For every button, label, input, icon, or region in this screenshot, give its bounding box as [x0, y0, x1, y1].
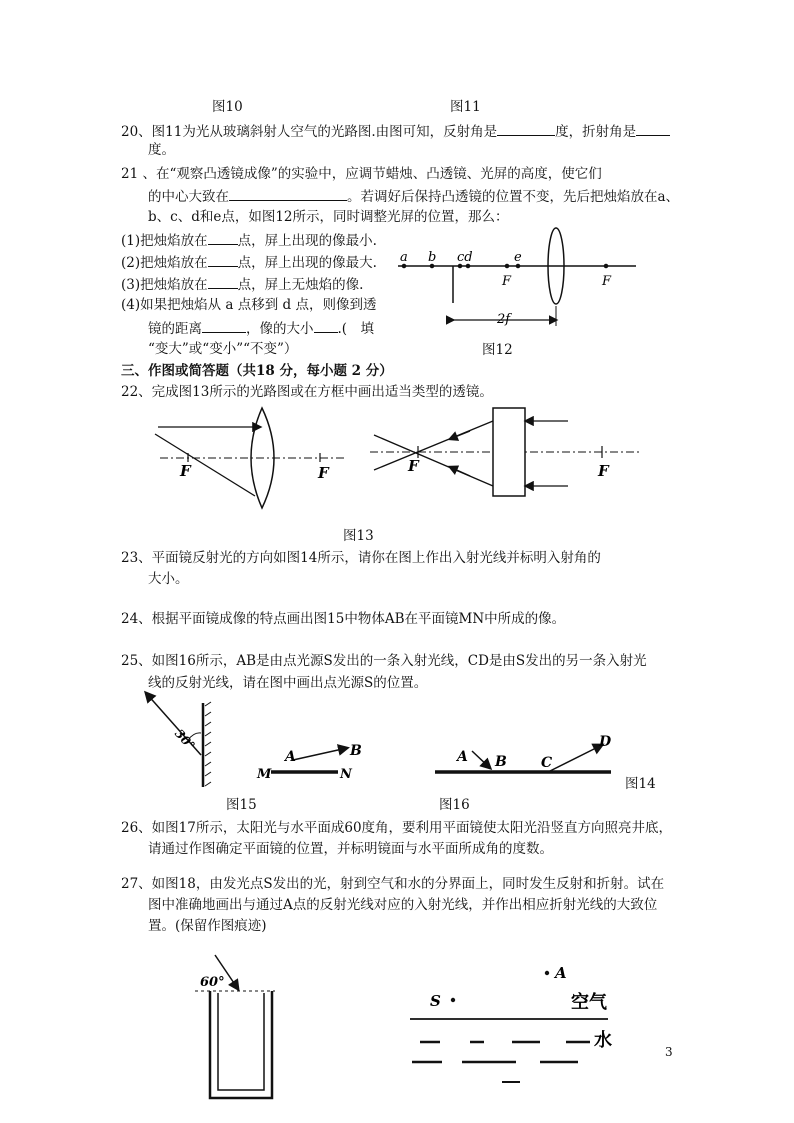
- question-21: 21 、在“观察凸透镜成像”的实验中，应调节蜡烛、凸透镜、光屏的高度，使它们: [121, 166, 602, 182]
- label-F: F: [502, 274, 512, 289]
- label-F: F: [318, 464, 329, 482]
- caption-fig11: 图11: [450, 99, 481, 115]
- label-N: N: [340, 767, 352, 782]
- question-21-line3: b、c、d和e点，如图12所示，同时调整光屏的位置，那么：: [148, 209, 509, 225]
- question-21-sub4: (4)如果把烛焰从 a 点移到 d 点，则像到透: [121, 297, 377, 313]
- figure-13-right: [370, 408, 640, 496]
- question-26-line2: 请通过作图确定平面镜的位置，并标明镜面与水平面所成角的度数。: [148, 841, 553, 857]
- label-B: B: [350, 743, 362, 759]
- label-A: A: [285, 749, 296, 765]
- label-e: e: [514, 250, 522, 265]
- caption-fig16: 图16: [439, 797, 470, 813]
- question-21-sub2: (2)把烛焰放在 点，屏上出现的像最大.: [121, 252, 377, 272]
- question-27: 27、如图18，由发光点S发出的光，射到空气和水的分界面上，同时发生反射和折射。试在: [121, 876, 665, 892]
- label-F: F: [602, 274, 612, 289]
- label-S: S: [430, 992, 441, 1010]
- question-24: 24、根据平面镜成像的特点画出图15中物体AB在平面镜MN中所成的像。: [121, 611, 566, 627]
- question-27-line2: 图中准确地画出与通过A点的反射光线对应的入射光线，并作出相应折射光线的大致位: [148, 897, 658, 913]
- label-B: B: [495, 754, 507, 770]
- question-27-line3: 置。(保留作图痕迹): [148, 918, 267, 934]
- label-M: M: [257, 767, 272, 782]
- label-F: F: [598, 462, 609, 480]
- question-26: 26、如图17所示，太阳光与水平面成60度角，要利用平面镜使太阳光沿竖直方向照亮井底，: [121, 820, 673, 836]
- label-b: b: [428, 250, 437, 265]
- label-cd: cd: [457, 250, 473, 265]
- label-F: F: [408, 457, 419, 475]
- label-2f: 2f: [497, 312, 511, 327]
- figure-12: [398, 228, 636, 326]
- label-C: C: [541, 755, 553, 771]
- label-F: F: [180, 462, 191, 480]
- question-22: 22、完成图13所示的光路图或在方框中画出适当类型的透镜。: [121, 384, 493, 400]
- question-21-sub3: (3)把烛焰放在 点，屏上无烛焰的像.: [121, 274, 363, 294]
- page-number: 3: [665, 1045, 673, 1059]
- point-A: [545, 971, 549, 975]
- figure-13-left: [155, 408, 345, 508]
- question-20: 20、图11为光从玻璃斜射人空气的光路图.由图可知，反射角是 度，折射角是: [121, 121, 670, 141]
- question-21-line2: 的中心大致在 。若调好后保持凸透镜的位置不变，先后把烛焰放在a、: [148, 186, 679, 206]
- caption-fig15: 图15: [226, 797, 257, 813]
- section-heading: 三、作图或简答题（共18 分，每小题 2 分）: [121, 363, 393, 379]
- question-25-line2: 线的反射光线，请在图中画出点光源S的位置。: [148, 675, 428, 691]
- caption-fig10: 图10: [212, 99, 243, 115]
- label-A: A: [457, 749, 468, 765]
- figure-18: [410, 1019, 608, 1082]
- label-D: D: [599, 734, 612, 750]
- label-a: a: [400, 250, 408, 265]
- question-21-sub1: (1)把烛焰放在 点，屏上出现的像最小.: [121, 230, 377, 250]
- caption-fig13: 图13: [343, 528, 374, 544]
- label-A: A: [555, 964, 567, 982]
- label-angle-60: 60°: [200, 975, 225, 990]
- caption-fig12: 图12: [482, 342, 513, 358]
- question-25: 25、如图16所示，AB是由点光源S发出的一条入射光线，CD是由S发出的另一条入射光: [121, 653, 647, 669]
- figure-15: [271, 748, 347, 772]
- label-angle-30: 30°: [172, 726, 198, 753]
- question-20-cont: 度。: [148, 142, 175, 158]
- question-21-sub4-line2: 镜的距离 ，像的大小 .( 填: [148, 318, 374, 338]
- question-23: 23、平面镜反射光的方向如图14所示，请你在图上作出入射光线并标明入射角的: [121, 550, 601, 566]
- question-23-line2: 大小。: [148, 571, 189, 587]
- caption-fig14: 图14: [625, 776, 656, 792]
- question-21-sub4-line3: “变大”或“变小”“不变”）: [148, 341, 298, 357]
- label-air: 空气: [571, 992, 607, 1013]
- point-S: [451, 998, 455, 1002]
- label-water: 水: [594, 1030, 612, 1051]
